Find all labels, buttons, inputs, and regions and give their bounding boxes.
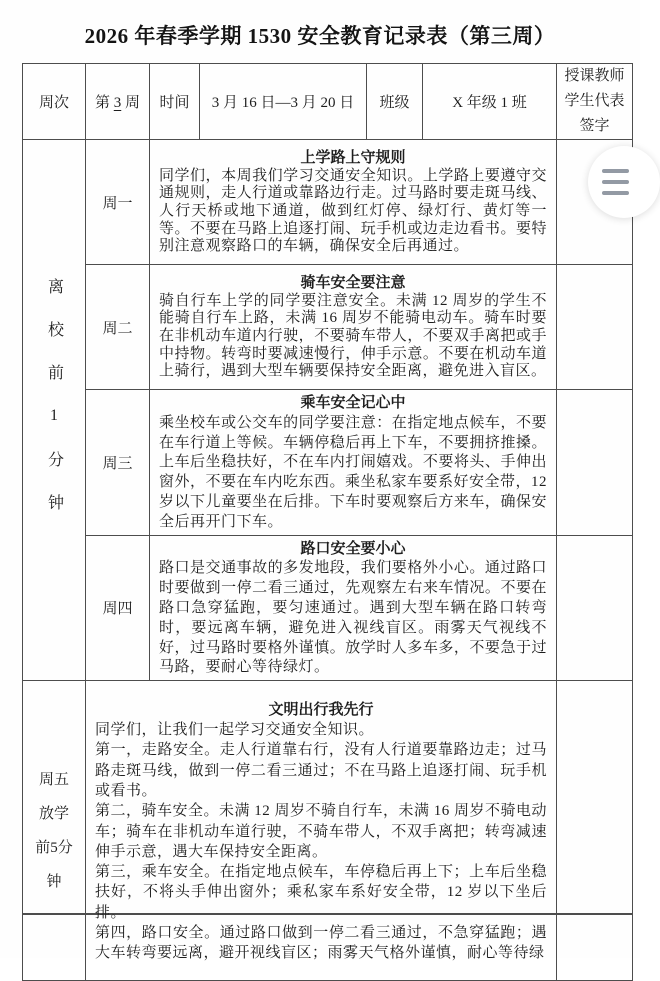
table-row-monday	[23, 140, 633, 265]
day-label-thursday: 周四	[86, 535, 150, 681]
day-label-tuesday: 周二	[86, 265, 150, 390]
table-header-row	[23, 64, 633, 140]
page-title: 2026 年春季学期 1530 安全教育记录表（第三周）	[84, 24, 556, 48]
header-time-label: 时间	[150, 64, 200, 140]
friday-label-line-3: 前5分	[35, 839, 73, 856]
content-text-tuesday: 骑自行车上学的同学要注意安全。未满 12 周岁的学生不能骑自行车上路，未满 16 周岁不能骑电动车。骑车时要在非机动车道内行驶，不要骑车带人，不要双手离把或手中持物。转弯时要减速慢行，伸手示意。不要在机动车道上骑行，遇到大型车辆要保持安全距离，避免进入盲区。	[159, 292, 547, 380]
friday-paragraph-2: 第二，骑车安全。未满 12 周岁不骑自行车，未满 16 周岁不骑电动车；骑车在非机动车道行驶，不骑车带人，不双手离把；转弯减速伸手示意，遇大车保持安全距离。	[95, 803, 548, 860]
sign-line-3: 签字	[579, 118, 610, 134]
left-schedule-label-cell	[23, 140, 86, 681]
friday-paragraph-intro: 同学们，让我们一起学习交通安全知识。	[95, 722, 375, 739]
signature-cell-thursday	[557, 535, 633, 681]
table-row-friday	[23, 681, 633, 981]
signature-cell-tuesday	[557, 265, 633, 390]
content-title-monday: 上学路上守规则	[300, 150, 406, 167]
content-friday	[86, 681, 557, 981]
header-class-label: 班级	[367, 64, 423, 140]
left-schedule-label: 离校前1分钟	[45, 278, 63, 538]
content-wednesday	[150, 390, 557, 536]
table-row-wednesday	[23, 390, 633, 536]
signature-cell-wednesday	[557, 390, 633, 536]
menu-icon	[602, 191, 629, 195]
week-number: 3	[113, 95, 122, 111]
content-tuesday	[150, 265, 557, 390]
menu-icon	[602, 169, 629, 173]
header-week-value	[86, 64, 150, 140]
content-text-monday: 同学们，本周我们学习交通安全知识。上学路上要遵守交通规则，走人行道或靠路边行走。过马路时要走斑马线、人行天桥或地下通道，做到红灯停、绿灯行、黄灯等一等。不要在马路上追逐打闹、玩手机或边走边看书。要特别注意观察路口的车辆，确保安全后再通过。	[159, 167, 547, 255]
friday-label-line-2: 放学	[38, 805, 69, 822]
week-prefix: 第	[94, 95, 114, 111]
sign-line-1: 授课教师	[564, 68, 625, 84]
header-class-value: X 年级 1 班	[423, 64, 557, 140]
content-title-friday: 文明出行我先行	[268, 701, 374, 718]
floating-menu-button[interactable]	[588, 146, 660, 218]
friday-paragraph-3: 第三，乘车安全。在指定地点候车，车停稳后再上下；上车后坐稳扶好，不将头手伸出窗外；乘私家车系好安全带，12 岁以下坐后排。	[95, 864, 547, 921]
week-suffix: 周	[121, 95, 141, 111]
content-title-wednesday: 乘车安全记心中	[300, 395, 406, 411]
sign-line-2: 学生代表	[564, 93, 625, 109]
friday-label-line-4: 钟	[46, 873, 62, 890]
table-row-thursday	[23, 535, 633, 681]
friday-paragraph-1: 第一，走路安全。走人行道靠右行，没有人行道要靠路边走；过马路走斑马线，做到一停二看三通过；不在马路上追逐打闹、玩手机或看书。	[95, 742, 547, 799]
safety-record-table	[22, 63, 633, 981]
signature-cell-friday	[557, 681, 633, 981]
header-week-label: 周次	[23, 64, 86, 140]
content-thursday	[150, 535, 557, 681]
friday-label-cell	[23, 681, 86, 981]
content-title-tuesday: 骑车安全要注意	[300, 275, 406, 292]
header-signature	[557, 64, 633, 140]
table-row-tuesday	[23, 265, 633, 390]
menu-icon	[602, 180, 629, 184]
friday-paragraph-4: 第四，路口安全。通过路口做到一停二看三通过，不急穿猛跑；遇大车转弯要远离，避开视线盲区；雨雾天气格外谨慎，耐心等待绿	[95, 924, 547, 962]
content-title-thursday: 路口安全要小心	[300, 540, 406, 557]
content-text-thursday: 路口是交通事故的多发地段，我们要格外小心。通过路口时要做到一停二看三通过，先观察左右来车情况。不要在路口急穿猛跑，要匀速通过。遇到大型车辆在路口转弯时，要远离车辆，避免进入视线盲区。雨雾天气视线不好，过马路时要格外谨慎。放学时人多车多，不要急于过马路，要耐心等待绿灯。	[159, 560, 547, 676]
day-label-monday: 周一	[86, 140, 150, 265]
content-text-wednesday: 乘坐校车或公交车的同学要注意：在指定地点候车，不要在车行道上等候。车辆停稳后再上下车，不要拥挤推搡。上车后坐稳扶好，不在车内打闹嬉戏。不要将头、手伸出窗外，不要在车内吃东西。乘坐私家车要系好安全带，12 岁以下儿童要坐在后排。下车时要观察后方来车，确保安全后再开门下车。	[159, 414, 548, 530]
table-clip	[22, 63, 633, 962]
day-label-wednesday: 周三	[86, 390, 150, 536]
header-time-value: 3 月 16 日—3 月 20 日	[200, 64, 367, 140]
friday-label-line-1: 周五	[38, 771, 69, 788]
content-monday	[150, 140, 557, 265]
